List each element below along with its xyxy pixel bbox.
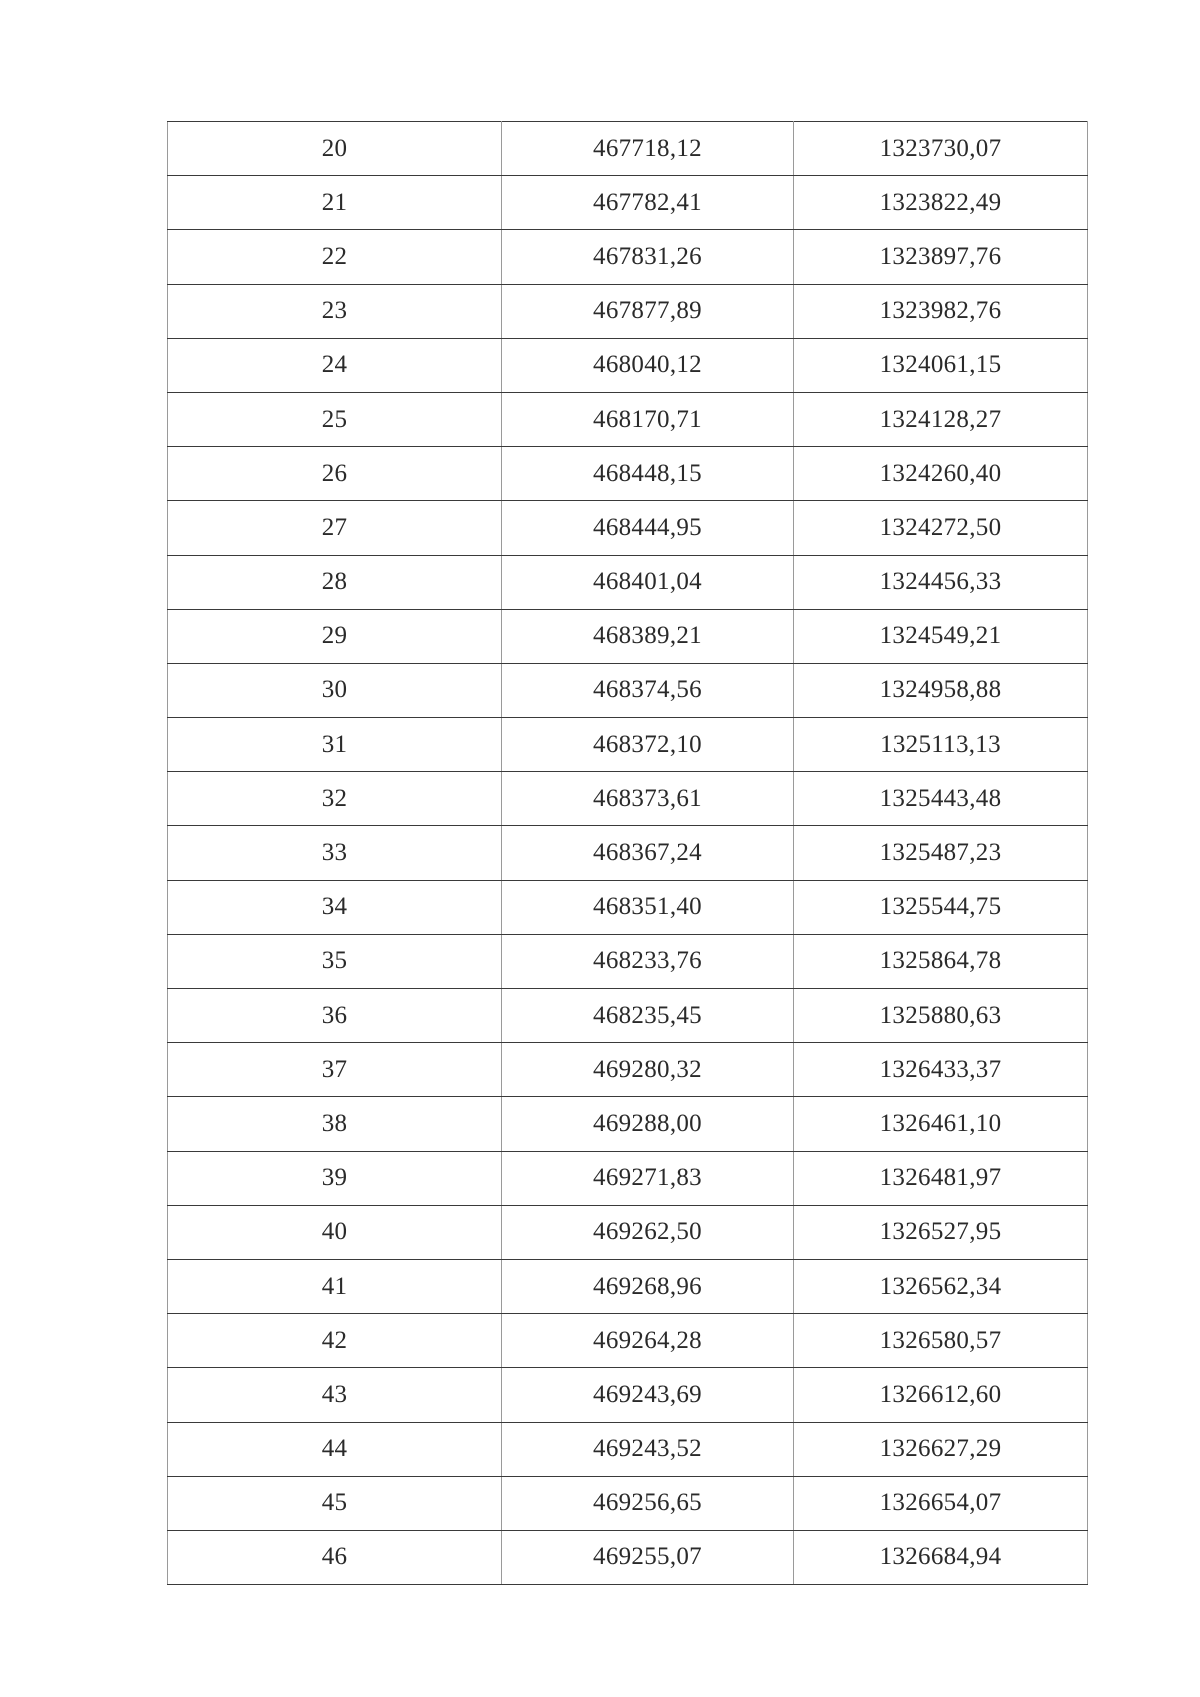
table-row xyxy=(168,1259,1088,1313)
point-number-cell: 42 xyxy=(168,1314,502,1368)
y-coordinate-cell: 1324128,27 xyxy=(794,392,1088,446)
point-number-cell: 29 xyxy=(168,609,502,663)
table-row xyxy=(168,1043,1088,1097)
x-coordinate-cell: 468040,12 xyxy=(502,338,794,392)
x-coordinate-cell: 469243,52 xyxy=(502,1422,794,1476)
table-row xyxy=(168,934,1088,988)
table-row xyxy=(168,1530,1088,1584)
point-number-cell: 44 xyxy=(168,1422,502,1476)
y-coordinate-cell: 1324061,15 xyxy=(794,338,1088,392)
y-coordinate-cell: 1326461,10 xyxy=(794,1097,1088,1151)
point-number-cell: 23 xyxy=(168,284,502,338)
point-number-cell: 21 xyxy=(168,176,502,230)
y-coordinate-cell: 1325113,13 xyxy=(794,718,1088,772)
x-coordinate-cell: 468235,45 xyxy=(502,989,794,1043)
table-row xyxy=(168,392,1088,446)
y-coordinate-cell: 1325864,78 xyxy=(794,934,1088,988)
point-number-cell: 37 xyxy=(168,1043,502,1097)
point-number-cell: 43 xyxy=(168,1368,502,1422)
table-row xyxy=(168,1368,1088,1422)
table-row xyxy=(168,1422,1088,1476)
table-row xyxy=(168,1314,1088,1368)
x-coordinate-cell: 468448,15 xyxy=(502,447,794,501)
x-coordinate-cell: 468401,04 xyxy=(502,555,794,609)
x-coordinate-cell: 468170,71 xyxy=(502,392,794,446)
point-number-cell: 22 xyxy=(168,230,502,284)
table-row xyxy=(168,718,1088,772)
x-coordinate-cell: 469280,32 xyxy=(502,1043,794,1097)
x-coordinate-cell: 469262,50 xyxy=(502,1205,794,1259)
y-coordinate-cell: 1323730,07 xyxy=(794,122,1088,176)
y-coordinate-cell: 1325487,23 xyxy=(794,826,1088,880)
point-number-cell: 31 xyxy=(168,718,502,772)
x-coordinate-cell: 467718,12 xyxy=(502,122,794,176)
y-coordinate-cell: 1323982,76 xyxy=(794,284,1088,338)
x-coordinate-cell: 467782,41 xyxy=(502,176,794,230)
point-number-cell: 25 xyxy=(168,392,502,446)
point-number-cell: 32 xyxy=(168,772,502,826)
point-number-cell: 40 xyxy=(168,1205,502,1259)
point-number-cell: 41 xyxy=(168,1259,502,1313)
x-coordinate-cell: 468372,10 xyxy=(502,718,794,772)
x-coordinate-cell: 469243,69 xyxy=(502,1368,794,1422)
table-row xyxy=(168,338,1088,392)
x-coordinate-cell: 468444,95 xyxy=(502,501,794,555)
coordinates-table xyxy=(167,121,1088,1585)
y-coordinate-cell: 1324958,88 xyxy=(794,663,1088,717)
x-coordinate-cell: 469271,83 xyxy=(502,1151,794,1205)
table-row xyxy=(168,555,1088,609)
table-row xyxy=(168,1205,1088,1259)
coordinates-table-body xyxy=(168,122,1088,1585)
point-number-cell: 27 xyxy=(168,501,502,555)
point-number-cell: 30 xyxy=(168,663,502,717)
point-number-cell: 20 xyxy=(168,122,502,176)
point-number-cell: 38 xyxy=(168,1097,502,1151)
x-coordinate-cell: 467831,26 xyxy=(502,230,794,284)
table-row xyxy=(168,284,1088,338)
y-coordinate-cell: 1326580,57 xyxy=(794,1314,1088,1368)
y-coordinate-cell: 1325880,63 xyxy=(794,989,1088,1043)
table-row xyxy=(168,772,1088,826)
x-coordinate-cell: 468374,56 xyxy=(502,663,794,717)
x-coordinate-cell: 468373,61 xyxy=(502,772,794,826)
y-coordinate-cell: 1326433,37 xyxy=(794,1043,1088,1097)
table-row xyxy=(168,826,1088,880)
point-number-cell: 46 xyxy=(168,1530,502,1584)
table-row xyxy=(168,663,1088,717)
y-coordinate-cell: 1325544,75 xyxy=(794,880,1088,934)
point-number-cell: 39 xyxy=(168,1151,502,1205)
table-row xyxy=(168,880,1088,934)
y-coordinate-cell: 1324272,50 xyxy=(794,501,1088,555)
table-row xyxy=(168,501,1088,555)
table-row xyxy=(168,176,1088,230)
table-row xyxy=(168,1151,1088,1205)
y-coordinate-cell: 1326612,60 xyxy=(794,1368,1088,1422)
y-coordinate-cell: 1325443,48 xyxy=(794,772,1088,826)
y-coordinate-cell: 1323822,49 xyxy=(794,176,1088,230)
x-coordinate-cell: 469288,00 xyxy=(502,1097,794,1151)
x-coordinate-cell: 468233,76 xyxy=(502,934,794,988)
table-row xyxy=(168,1097,1088,1151)
x-coordinate-cell: 469256,65 xyxy=(502,1476,794,1530)
y-coordinate-cell: 1324549,21 xyxy=(794,609,1088,663)
y-coordinate-cell: 1326627,29 xyxy=(794,1422,1088,1476)
x-coordinate-cell: 468367,24 xyxy=(502,826,794,880)
x-coordinate-cell: 468389,21 xyxy=(502,609,794,663)
y-coordinate-cell: 1324260,40 xyxy=(794,447,1088,501)
point-number-cell: 28 xyxy=(168,555,502,609)
x-coordinate-cell: 468351,40 xyxy=(502,880,794,934)
table-row xyxy=(168,989,1088,1043)
point-number-cell: 24 xyxy=(168,338,502,392)
x-coordinate-cell: 469268,96 xyxy=(502,1259,794,1313)
y-coordinate-cell: 1324456,33 xyxy=(794,555,1088,609)
x-coordinate-cell: 469264,28 xyxy=(502,1314,794,1368)
y-coordinate-cell: 1326684,94 xyxy=(794,1530,1088,1584)
table-row xyxy=(168,122,1088,176)
point-number-cell: 34 xyxy=(168,880,502,934)
point-number-cell: 33 xyxy=(168,826,502,880)
table-row xyxy=(168,230,1088,284)
point-number-cell: 35 xyxy=(168,934,502,988)
y-coordinate-cell: 1326527,95 xyxy=(794,1205,1088,1259)
table-row xyxy=(168,609,1088,663)
x-coordinate-cell: 467877,89 xyxy=(502,284,794,338)
table-row xyxy=(168,1476,1088,1530)
y-coordinate-cell: 1326562,34 xyxy=(794,1259,1088,1313)
x-coordinate-cell: 469255,07 xyxy=(502,1530,794,1584)
y-coordinate-cell: 1323897,76 xyxy=(794,230,1088,284)
point-number-cell: 26 xyxy=(168,447,502,501)
y-coordinate-cell: 1326481,97 xyxy=(794,1151,1088,1205)
table-row xyxy=(168,447,1088,501)
y-coordinate-cell: 1326654,07 xyxy=(794,1476,1088,1530)
point-number-cell: 36 xyxy=(168,989,502,1043)
point-number-cell: 45 xyxy=(168,1476,502,1530)
